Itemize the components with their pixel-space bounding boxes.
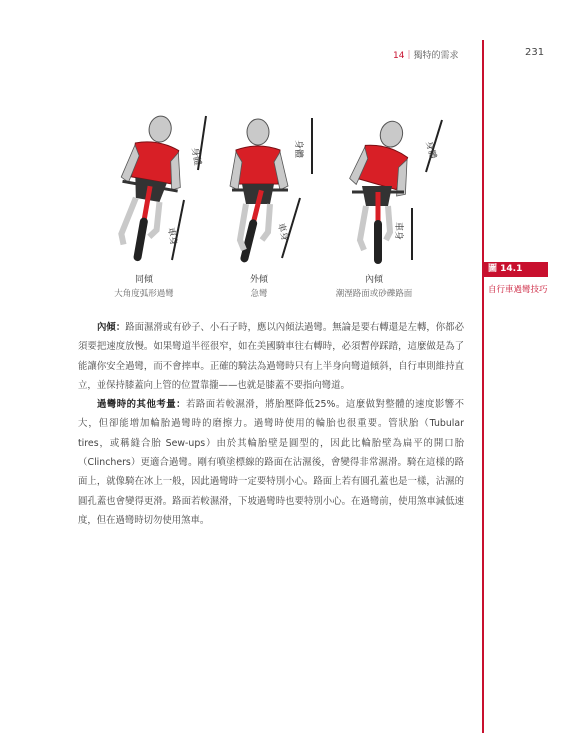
rider-label-subtitle: 急彎 (250, 289, 268, 299)
bike-label: 車身 (165, 226, 179, 247)
paragraph-text: 若路面若較濕滑，將胎壓降低25%。這麼做對整體的速度影響不大，但卻能增加輪胎過彎時的磨擦力。過彎時使用的輪胎也很重要。管狀胎（Tubular tires，或稱縫合胎 Sew-ups）由於其輪胎壁是圓型的，因此比輪胎壁為扁平的開口胎（Clinchers）更適合過彎。剛有噴塗標線的路面在沾濕後，會變得非常濕滑。騎在這樣的路面上，就像騎在冰上一般，因此過彎時一定要特別小心。路面上若有圓孔蓋也是一樣，沾濕的圓孔蓋也會變得更滑。路面若較濕滑，下坡過彎時也要特別小心。在過彎前，使用煞車減低速度，但在過彎時切勿使用煞車。 (78, 399, 464, 526)
chapter-title: 獨特的需求 (413, 51, 459, 61)
left-leg (120, 196, 136, 245)
rider-head (147, 114, 173, 143)
front-wheel (374, 220, 382, 264)
margin-rule (482, 40, 484, 733)
paragraph-inward-lean (78, 318, 464, 395)
body-label: 身體 (423, 140, 438, 161)
rider-head (247, 119, 269, 145)
paragraph-text: 路面濕滑或有砂子、小石子時，應以內傾法過彎。無論是要右轉還是左轉，你都必須要把速度放慢。如果彎道半徑很窄，如在美國騎車往右轉時，必須暫停踩踏，這麼做是為了能讓你安全過彎，而不會摔車。正確的騎法為過彎時只有上半身向彎道傾斜，自行車則維持直立，並保持膝蓋向上管的位置靠攏——也就是膝蓋不要指向彎道。 (78, 322, 464, 391)
rider-head (377, 119, 405, 150)
paragraph-label: 內傾： (97, 322, 126, 333)
rider-label-subtitle: 大角度弧形過彎 (114, 289, 174, 299)
jersey (236, 146, 280, 184)
chapter-number: 14｜ (393, 51, 414, 61)
bike-label: 車身 (275, 222, 290, 243)
body-text (78, 318, 464, 530)
right-leg (386, 206, 390, 240)
rider-label-title: 內傾 (364, 275, 383, 285)
rider-illustration-outward-lean (212, 108, 332, 268)
figure-tag: 圖 14.1 (482, 262, 548, 277)
bike-label: 車身 (393, 222, 403, 241)
rider-illustration-inward-lean (330, 108, 450, 268)
front-wheel (133, 217, 149, 262)
body-label: 身體 (189, 146, 203, 167)
right-leg (149, 201, 161, 237)
rider-label-title: 同傾 (134, 275, 153, 285)
page-number: 231 (525, 47, 545, 58)
paragraph-other-considerations (78, 395, 464, 530)
figure-caption: 自行車過彎技巧 (488, 285, 548, 295)
rider-label-subtitle: 潮溼路面或砂礫路面 (335, 289, 413, 299)
rider-label-title: 外傾 (249, 275, 268, 285)
rider-illustration-same-lean (98, 108, 218, 268)
running-header (393, 48, 458, 61)
left-leg (360, 206, 366, 250)
rider-label-inward-lean (299, 272, 449, 299)
paragraph-label: 過彎時的其他考量： (97, 399, 187, 411)
right-leg (262, 204, 270, 240)
body-label: 身體 (293, 140, 303, 159)
